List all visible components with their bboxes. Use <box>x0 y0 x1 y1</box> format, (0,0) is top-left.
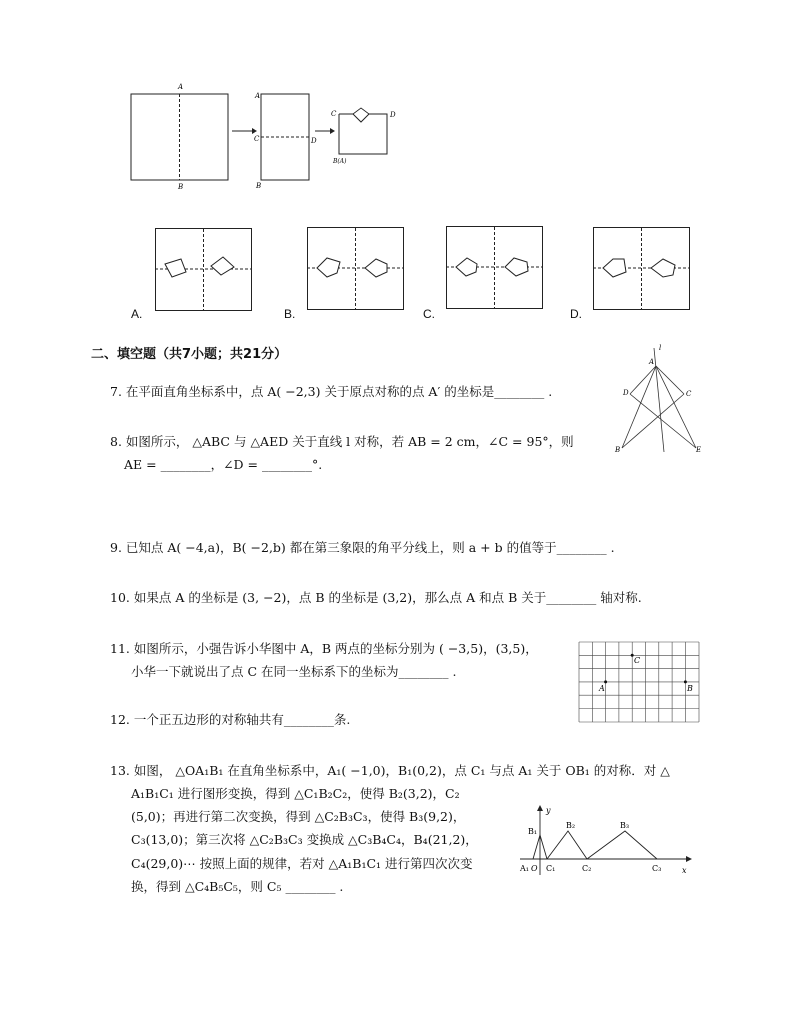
question-13-line5: C₄(29,0)⋯ 按照上面的规律，若对 △A₁B₁C₁ 进行第四次次变 <box>131 856 473 871</box>
fold-label-a2: A <box>255 92 261 100</box>
fig11-label-a: A <box>599 684 605 693</box>
fig13-label-a1: A₁ <box>520 864 529 873</box>
fig11-label-c: C <box>634 656 641 665</box>
fig13-label-x: x <box>682 866 687 875</box>
question-13-line3: (5,0)；再进行第二次变换，得到 △C₂B₃C₃，使得 B₃(9,2)， <box>131 809 466 824</box>
option-c-label[interactable]: C. <box>423 307 435 321</box>
question-7: 7. 在平面直角坐标系中，点 A( −2,3) 关于原点对称的点 A′ 的坐标是________ . <box>110 384 553 399</box>
fig13-label-c1: C₁ <box>546 864 556 873</box>
fold-label-d2: D <box>311 137 317 145</box>
fig13-label-o: O <box>531 864 538 873</box>
question-13-figure <box>516 803 696 879</box>
fig8-label-d: D <box>623 389 629 397</box>
question-11-grid <box>578 641 704 725</box>
fig13-label-c3: C₃ <box>652 864 662 873</box>
fold-label-d3: D <box>390 111 396 119</box>
fig13-label-y: y <box>546 806 551 815</box>
fold-label-c3: C <box>331 110 337 118</box>
option-b-figure <box>307 227 405 311</box>
fold-label-b1: B <box>178 183 184 191</box>
fig13-label-b2: B₂ <box>566 821 576 830</box>
fig11-label-b: B <box>687 684 693 693</box>
option-b-label[interactable]: B. <box>284 307 296 321</box>
fig13-label-c2: C₂ <box>582 864 592 873</box>
fig8-label-c: C <box>686 390 692 398</box>
question-10: 10. 如果点 A 的坐标是 (3, −2)，点 B 的坐标是 (3,2)，那么点 A 和点 B 关于________ 轴对称. <box>110 590 642 605</box>
question-13-line6: 换，得到 △C₄B₅C₅，则 C₅ ________ . <box>131 879 344 894</box>
question-9: 9. 已知点 A( −4,a)，B( −2,b) 都在第三象限的角平分线上，则 a + b 的值等于________ . <box>110 540 615 555</box>
fig13-label-b3: B₃ <box>620 821 630 830</box>
question-11-line1: 11. 如图所示，小强告诉小华图中 A，B 两点的坐标分别为 ( −3,5)，(3,5)， <box>110 641 538 656</box>
question-8-line2: AE = ________，∠D = ________°. <box>124 457 323 472</box>
option-d-label[interactable]: D. <box>570 307 582 321</box>
question-12: 12. 一个正五边形的对称轴共有________条. <box>110 712 351 727</box>
question-8-line1: 8. 如图所示， △ABC 与 △AED 关于直线 l 对称，若 AB = 2 cm，∠C = 95°，则 <box>110 434 574 449</box>
question-13-line1: 13. 如图， △OA₁B₁ 在直角坐标系中，A₁( −1,0)，B₁(0,2)，点 C₁ 与点 A₁ 关于 OB₁ 的对称．对 △ <box>110 763 670 778</box>
option-a-figure <box>155 228 253 312</box>
question-13-line4: C₃(13,0)；第三次将 △C₂B₃C₃ 变换成 △C₃B₄C₄，B₄(21,2)， <box>131 832 478 847</box>
question-8-figure <box>612 340 704 456</box>
paper-folding-figure <box>125 80 415 195</box>
fold-label-c2: C <box>254 135 260 143</box>
fig8-label-e: E <box>696 446 702 454</box>
fold-label-b2: B <box>256 182 262 190</box>
fig8-label-b: B <box>615 446 621 454</box>
section-title: 二、填空题（共7小题；共21分） <box>91 347 288 362</box>
option-d-figure <box>593 227 691 311</box>
fig8-label-l: l <box>659 344 662 352</box>
question-13-line2: A₁B₁C₁ 进行图形变换，得到 △C₁B₂C₂，使得 B₂(3,2)，C₂ <box>131 786 460 801</box>
option-a-label[interactable]: A. <box>131 307 143 321</box>
question-11-line2: 小华一下就说出了点 C 在同一坐标系下的坐标为________ . <box>131 664 457 679</box>
fold-label-a1: A <box>178 83 184 91</box>
fig8-label-a: A <box>649 358 655 366</box>
fold-label-ba: B(A) <box>333 158 347 165</box>
fig13-label-b1: B₁ <box>528 827 538 836</box>
option-c-figure <box>446 226 544 310</box>
